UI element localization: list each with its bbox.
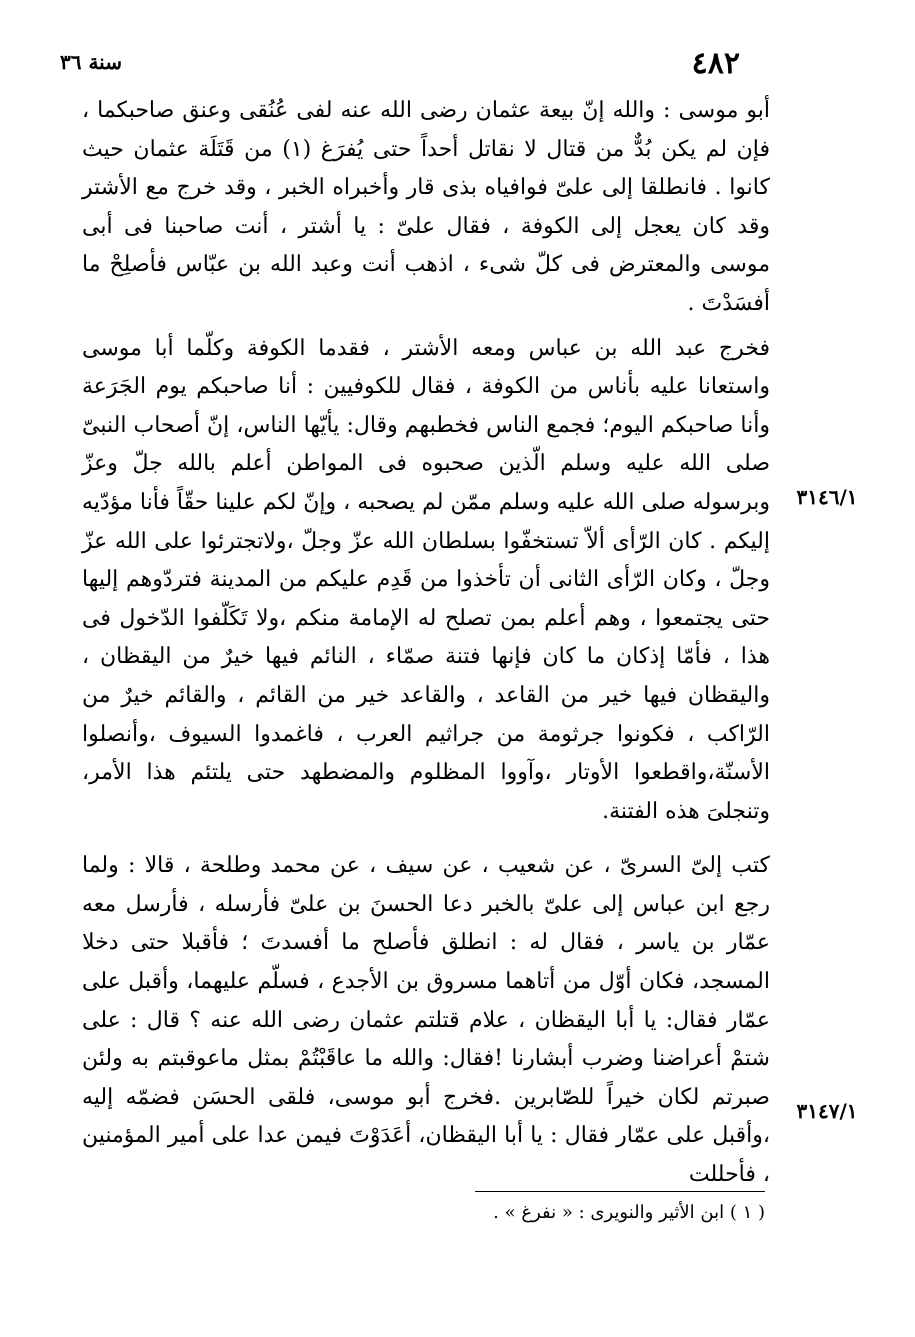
margin-marker: ٣١٤٧/١ — [796, 1099, 858, 1123]
paragraph-3: كتب إلىّ السرىّ ، عن شعيب ، عن سيف ، عن محمد وطلحة ، قالا : ولما رجع ابن عباس إلى علىّ بالخبر دعا الحسنَ بن علىّ فأرسله ، فأرسل معه عمّار بن ياسر ، فقال له : انطلق فأصلح ما أفسدتَ ؛ فأقبلا حتى دخلا المسجد، فكان أوّل من أتاهما مسروق بن الأجدع ، فسلّم عليهما، وأقبل على عمّار فقال: يا أبا اليقظان ، علام قتلتم عثمان رضى الله عنه ؟ قال : على شتمْ أعراضنا وضرب أبشارنا !فقال: والله ما عاقَبْتُمْ بمثل ماعوقبتم به ولئن صبرتم لكان خيراً للصّابرين .فخرج أبو موسى، فلقى الحسَن فضمّه إليه ،وأقبل على عمّار فقال : يا أبا اليقظان، أعَدَوْتَ فيمن عدا على أمير المؤمنين ، فأحللت — [82, 853, 770, 1188]
footnote: ( ١ ) ابن الأثير والنويرى : « نفرغ » . — [493, 1202, 765, 1223]
paragraph-2: فخرج عبد الله بن عباس ومعه الأشتر ، فقدما الكوفة وكلّما أبا موسى واستعانا عليه بأناس من الكوفة ، فقال للكوفيين : أنا صاحبكم يوم الجَرَعة وأنا صاحبكم اليوم؛ فجمع الناس فخطبهم وقال: يأيّها الناس، إنّ أصحاب النبىّ صلى الله عليه وسلم الّذين صحبوه فى المواطن أعلم بالله جلّ وعزّ وبرسوله صلى الله عليه وسلم ممّن لم يصحبه ، وإنّ لكم علينا حقّاً فأنا مؤدّيه إليكم . كان الرّأى ألاّ تستخفّوا بسلطان الله عزّ وجلّ ،ولاتجترئوا على الله عزّ وجلّ ، وكان الرّأى الثانى أن تأخذوا من قَدِم عليكم من المدينة فتردّوهم إليها حتى يجتمعوا ، وهم أعلم بمن تصلح له الإمامة منكم ،ولا تَكَلّفوا الدّخول فى هذا ، فأمّا إذكان ما كان فإنها فتنة صمّاء ، النائم فيها خيرٌ من اليقظان ، واليقظان فيها خير من القاعد ، والقاعد خير من القائم ، والقائم خيرٌ من الرّاكب ، فكونوا جرثومة من جراثيم العرب ، فاغمدوا السيوف ،وأنصلوا الأسنّة،واقطعوا الأوتار ،وآووا المظلوم والمضطهد حتى يلتئم هذا الأمر، وتنجلىَ هذه الفتنة. — [82, 335, 770, 824]
margin-marker: ٣١٤٦/١ — [796, 485, 858, 509]
footnote-divider — [475, 1191, 765, 1192]
main-text — [82, 92, 770, 1195]
page-header — [60, 38, 855, 88]
paragraph-1: أبو موسى : والله إنّ بيعة عثمان رضى الله عنه لفى عُنُقى وعنق صاحبكما ، فإن لم يكن بُدٌّ من قتال لا نقاتل أحداً حتى يُفرَغ (١) من قَتَلَة عثمان حيث كانوا . فانطلقا إلى علىّ فوافياه بذى قار وأخبراه الخبر ، وقد خرج مع الأشتر وقد كان يعجل إلى الكوفة ، فقال علىّ : يا أشتر ، أنت صاحبنا فى أبى موسى والمعترض فى كلّ شىء ، اذهب أنت وعبد الله بن عبّاس فأصلِحْ ما أفسَدْتَ . — [82, 98, 770, 316]
year-label: سنة ٣٦ — [60, 50, 122, 74]
page-number: ٤٨٢ — [691, 46, 740, 81]
